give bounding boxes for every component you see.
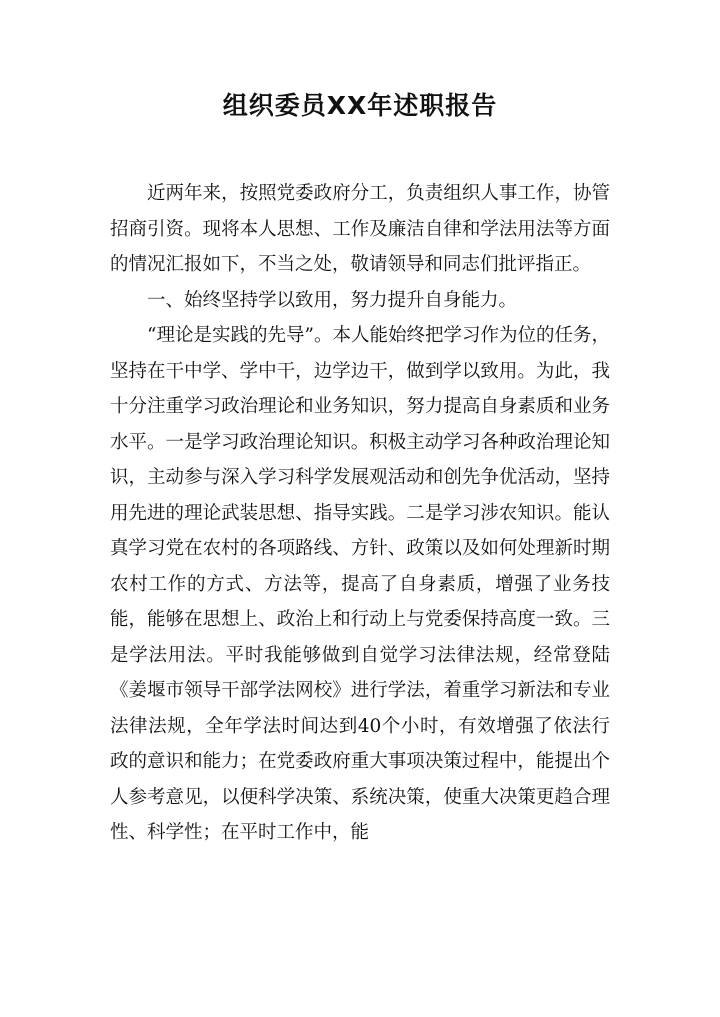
intro-paragraph: 近两年来，按照党委政府分工，负责组织人事工作，协管招商引资。现将本人思想、工作及廉洁自律和学法用法等方面的情况汇报如下，不当之处，敬请领导和同志们批评指正。 [110,183,610,275]
section-heading: 一、始终坚持学以致用，努力提升自身能力。 [147,289,518,311]
document-title: 组织委员XX年述职报告 [222,91,498,120]
body-paragraph: “理论是实践的先导”。本人能始终把学习作为位的任务，坚持在干中学、学中干，边学边干，做到学以致用。为此，我十分注重学习政治理论和业务知识，努力提高自身素质和业务水平。一是学习政治理论知识。积极主动学习各种政治理论知识，主动参与深入学习科学发展观活动和创先争优活动，坚持用先进的理论武装思想、指导实践。二是学习涉农知识。能认真学习党在农村的各项路线、方针、政策以及如何处理新时期农村工作的方式、方法等，提高了自身素质，增强了业务技能，能够在思想上、政治上和行动上与党委保持高度一致。三是学法用法。平时我能够做到自觉学习法律法规，经常登陆《姜堰市领导干部学法网校》进行学法，着重学习新法和专业法律法规，全年学法时间达到40个小时，有效增强了依法行政的意识和能力；在党委政府重大事项决策过程中，能提出个人参考意见，以便科学决策、系统决策，使重大决策更趋合理性、科学性；在平时工作中，能 [110,325,610,843]
document-body [110,176,610,851]
